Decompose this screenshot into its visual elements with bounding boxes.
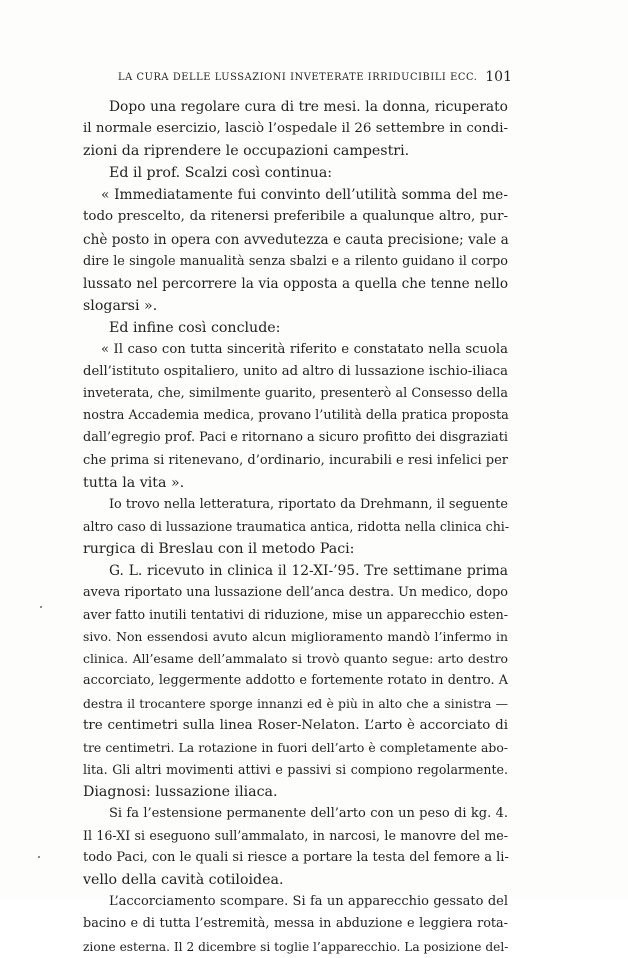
text-line: clinica. All’esame dell’ammalato si trovò quanto segue: arto destro <box>83 651 508 667</box>
text-line: nostra Accademia medica, provano l’utilità della pratica proposta <box>83 408 509 424</box>
text-line: zioni da riprendere le occupazioni campestri. <box>83 143 410 160</box>
text-line: aver fatto inutili tentativi di riduzione, mise un apparecchio esten- <box>83 607 508 623</box>
text-line: L’accorciamento scompare. Si fa un apparecchio gessato del <box>109 894 508 910</box>
text-line: tre centimetri. La rotazione in fuori dell’arto è completamente abo- <box>83 739 508 755</box>
text-line: sivo. Non essendosi avuto alcun miglioramento mandò l’infermo in <box>83 629 508 645</box>
text-line: vello della cavità cotiloidea. <box>83 872 284 889</box>
text-line: Si fa l’estensione permanente dell’arto con un peso di kg. 4. <box>109 806 508 821</box>
running-header <box>118 69 512 90</box>
text-line: Dopo una regolare cura di tre mesi. la donna, ricuperato <box>109 99 508 115</box>
text-line: « Immediatamente fui convinto dell’utilità somma del me- <box>101 187 508 204</box>
text-line: zione esterna. Il 2 dicembre si toglie l’apparecchio. La posizione del- <box>83 939 509 954</box>
text-line: lussato nel percorrere la via opposta a quella che tenne nello <box>83 275 508 292</box>
body-text <box>83 96 508 958</box>
text-line: rurgica di Breslau con il metodo Paci: <box>83 540 355 557</box>
text-line: altro caso di lussazione traumatica antica, ridotta nella clinica chi- <box>83 518 510 534</box>
text-line: « Il caso con tutta sincerità riferito e constatato nella scuola <box>101 342 508 358</box>
text-line: Ed il prof. Scalzi così continua: <box>109 165 333 182</box>
running-title: LA CURA DELLE LUSSAZIONI INVETERATE IRRIDUCIBILI ECC. <box>118 72 478 83</box>
text-line: slogarsi ». <box>83 297 158 314</box>
text-line: dire le singole manualità senza sbalzi e a rilento guidano il corpo <box>83 253 508 269</box>
text-line: Ed infine così conclude: <box>109 319 281 336</box>
text-line: tre centimetri sulla linea Roser-Nelaton. L’arto è accorciato di <box>83 717 508 733</box>
text-line: il normale esercizio, lasciò l’ospedale il 26 settembre in condi- <box>83 121 508 137</box>
text-line: destra il trocantere sporge innanzi ed è più in alto che a sinistra — <box>83 695 508 711</box>
text-line: aveva riportato una lussazione dell’anca destra. Un medico, dopo <box>83 585 508 601</box>
text-line: Io trovo nella letteratura, riportato da Drehmann, il seguente <box>109 496 508 512</box>
text-line: todo prescelto, da ritenersi preferibile a qualunque altro, pur- <box>83 209 508 225</box>
text-line: tutta la vita ». <box>83 474 185 491</box>
text-line: G. L. ricevuto in clinica il 12-XI-’95. Tre settimane prima <box>109 562 508 579</box>
page-number: 101 <box>485 69 512 85</box>
text-line: dall’egregio prof. Paci e ritornano a sicuro profitto dei disgraziati <box>83 430 508 446</box>
text-line: Il 16-XI si eseguono sull’ammalato, in narcosi, le manovre del me- <box>83 828 508 844</box>
text-line: chè posto in opera con avvedutezza e cauta precisione; vale a <box>83 231 509 248</box>
text-line: Diagnosi: lussazione iliaca. <box>83 783 278 800</box>
print-speck <box>38 856 40 858</box>
print-speck <box>40 606 42 608</box>
text-line: che prima si ritenevano, d’ordinario, incurabili e resi infelici per <box>83 452 508 468</box>
text-line: lita. Gli altri movimenti attivi e passivi si compiono regolarmente. <box>83 761 508 777</box>
text-line: dell’istituto ospitaliero, unito ad altro di lussazione ischio-iliaca <box>83 364 508 380</box>
text-line: bacino e di tutta l’estremità, messa in abduzione e leggiera rota- <box>83 916 508 932</box>
text-line: accorciato, leggermente addotto e fortemente rotato in dentro. A <box>83 673 508 689</box>
text-line: todo Paci, con le quali si riesce a portare la testa del femore a li- <box>83 850 509 866</box>
text-line: inveterata, che, similmente guarito, presenterò al Consesso della <box>83 386 508 402</box>
